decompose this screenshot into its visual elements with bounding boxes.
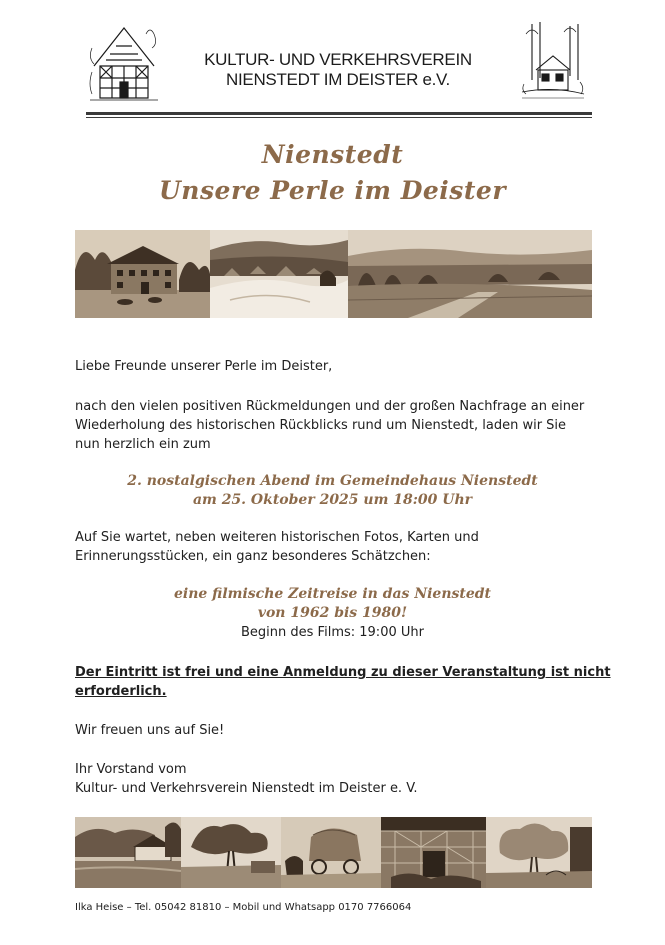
snowy-village-photo — [210, 230, 348, 318]
notice-line1: Der Eintritt ist frei und eine Anmeldung zu dieser Veranstaltung ist nicht — [75, 665, 611, 680]
hay-cart-photo — [281, 817, 381, 888]
valley-panorama-photo — [348, 230, 592, 318]
film-start-time: Beginn des Films: 19:00 Uhr — [241, 625, 424, 640]
historic-inn-photo — [75, 230, 210, 318]
awaits-line1: Auf Sie wartet, neben weiteren historischen Fotos, Karten und — [75, 530, 479, 545]
title-line1: Nienstedt — [261, 140, 404, 169]
admission-notice — [75, 663, 611, 701]
intro-line1: nach den vielen positiven Rückmeldungen und der großen Nachfrage an einer — [75, 399, 585, 414]
header-rule — [86, 112, 592, 115]
intro-line3: nun herzlich ein zum — [75, 437, 211, 452]
garden-tree-photo — [486, 817, 592, 888]
signature-line1: Ihr Vorstand vom — [75, 762, 187, 777]
event-announcement — [60, 472, 605, 510]
footer-contact: Ilka Heise – Tel. 05042 81810 – Mobil und Whatsapp 0170 7766064 — [75, 902, 412, 913]
org-name-line1: KULTUR- UND VERKEHRSVEREIN — [204, 50, 472, 69]
historic-photo-strip-top — [75, 230, 592, 318]
event-line2: am 25. Oktober 2025 um 18:00 Uhr — [192, 492, 473, 508]
historic-photo-strip-bottom — [75, 817, 592, 888]
event-line1: 2. nostalgischen Abend im Gemeindehaus Nienstedt — [127, 473, 538, 489]
intro-paragraph — [75, 397, 584, 454]
film-announcement — [60, 585, 605, 623]
film-line2: von 1962 bis 1980! — [257, 605, 408, 621]
organization-name — [168, 50, 508, 90]
film-line1: eine filmische Zeitreise in das Nienstedt — [173, 586, 492, 602]
signature — [75, 760, 418, 798]
header-rule-thin — [86, 117, 592, 118]
closing-line: Wir freuen uns auf Sie! — [75, 723, 225, 738]
timber-barn-photo — [381, 817, 486, 888]
title-line2: Unsere Perle im Deister — [159, 176, 506, 205]
awaits-paragraph — [75, 528, 479, 566]
half-timbered-house-logo — [88, 18, 160, 104]
awaits-line2: Erinnerungsstücken, ein ganz besonderes Schätzchen: — [75, 549, 431, 564]
org-name-line2: NIENSTEDT IM DEISTER e.V. — [226, 70, 450, 89]
intro-line2: Wiederholung des historischen Rückblicks rund um Nienstedt, laden wir Sie — [75, 418, 567, 433]
forest-hut-logo — [518, 20, 588, 104]
notice-line2: erforderlich. — [75, 684, 167, 699]
pond-house-photo — [75, 817, 181, 888]
signature-line2: Kultur- und Verkehrsverein Nienstedt im Deister e. V. — [75, 781, 418, 796]
greeting: Liebe Freunde unserer Perle im Deister, — [75, 359, 333, 374]
farm-tree-photo — [181, 817, 281, 888]
